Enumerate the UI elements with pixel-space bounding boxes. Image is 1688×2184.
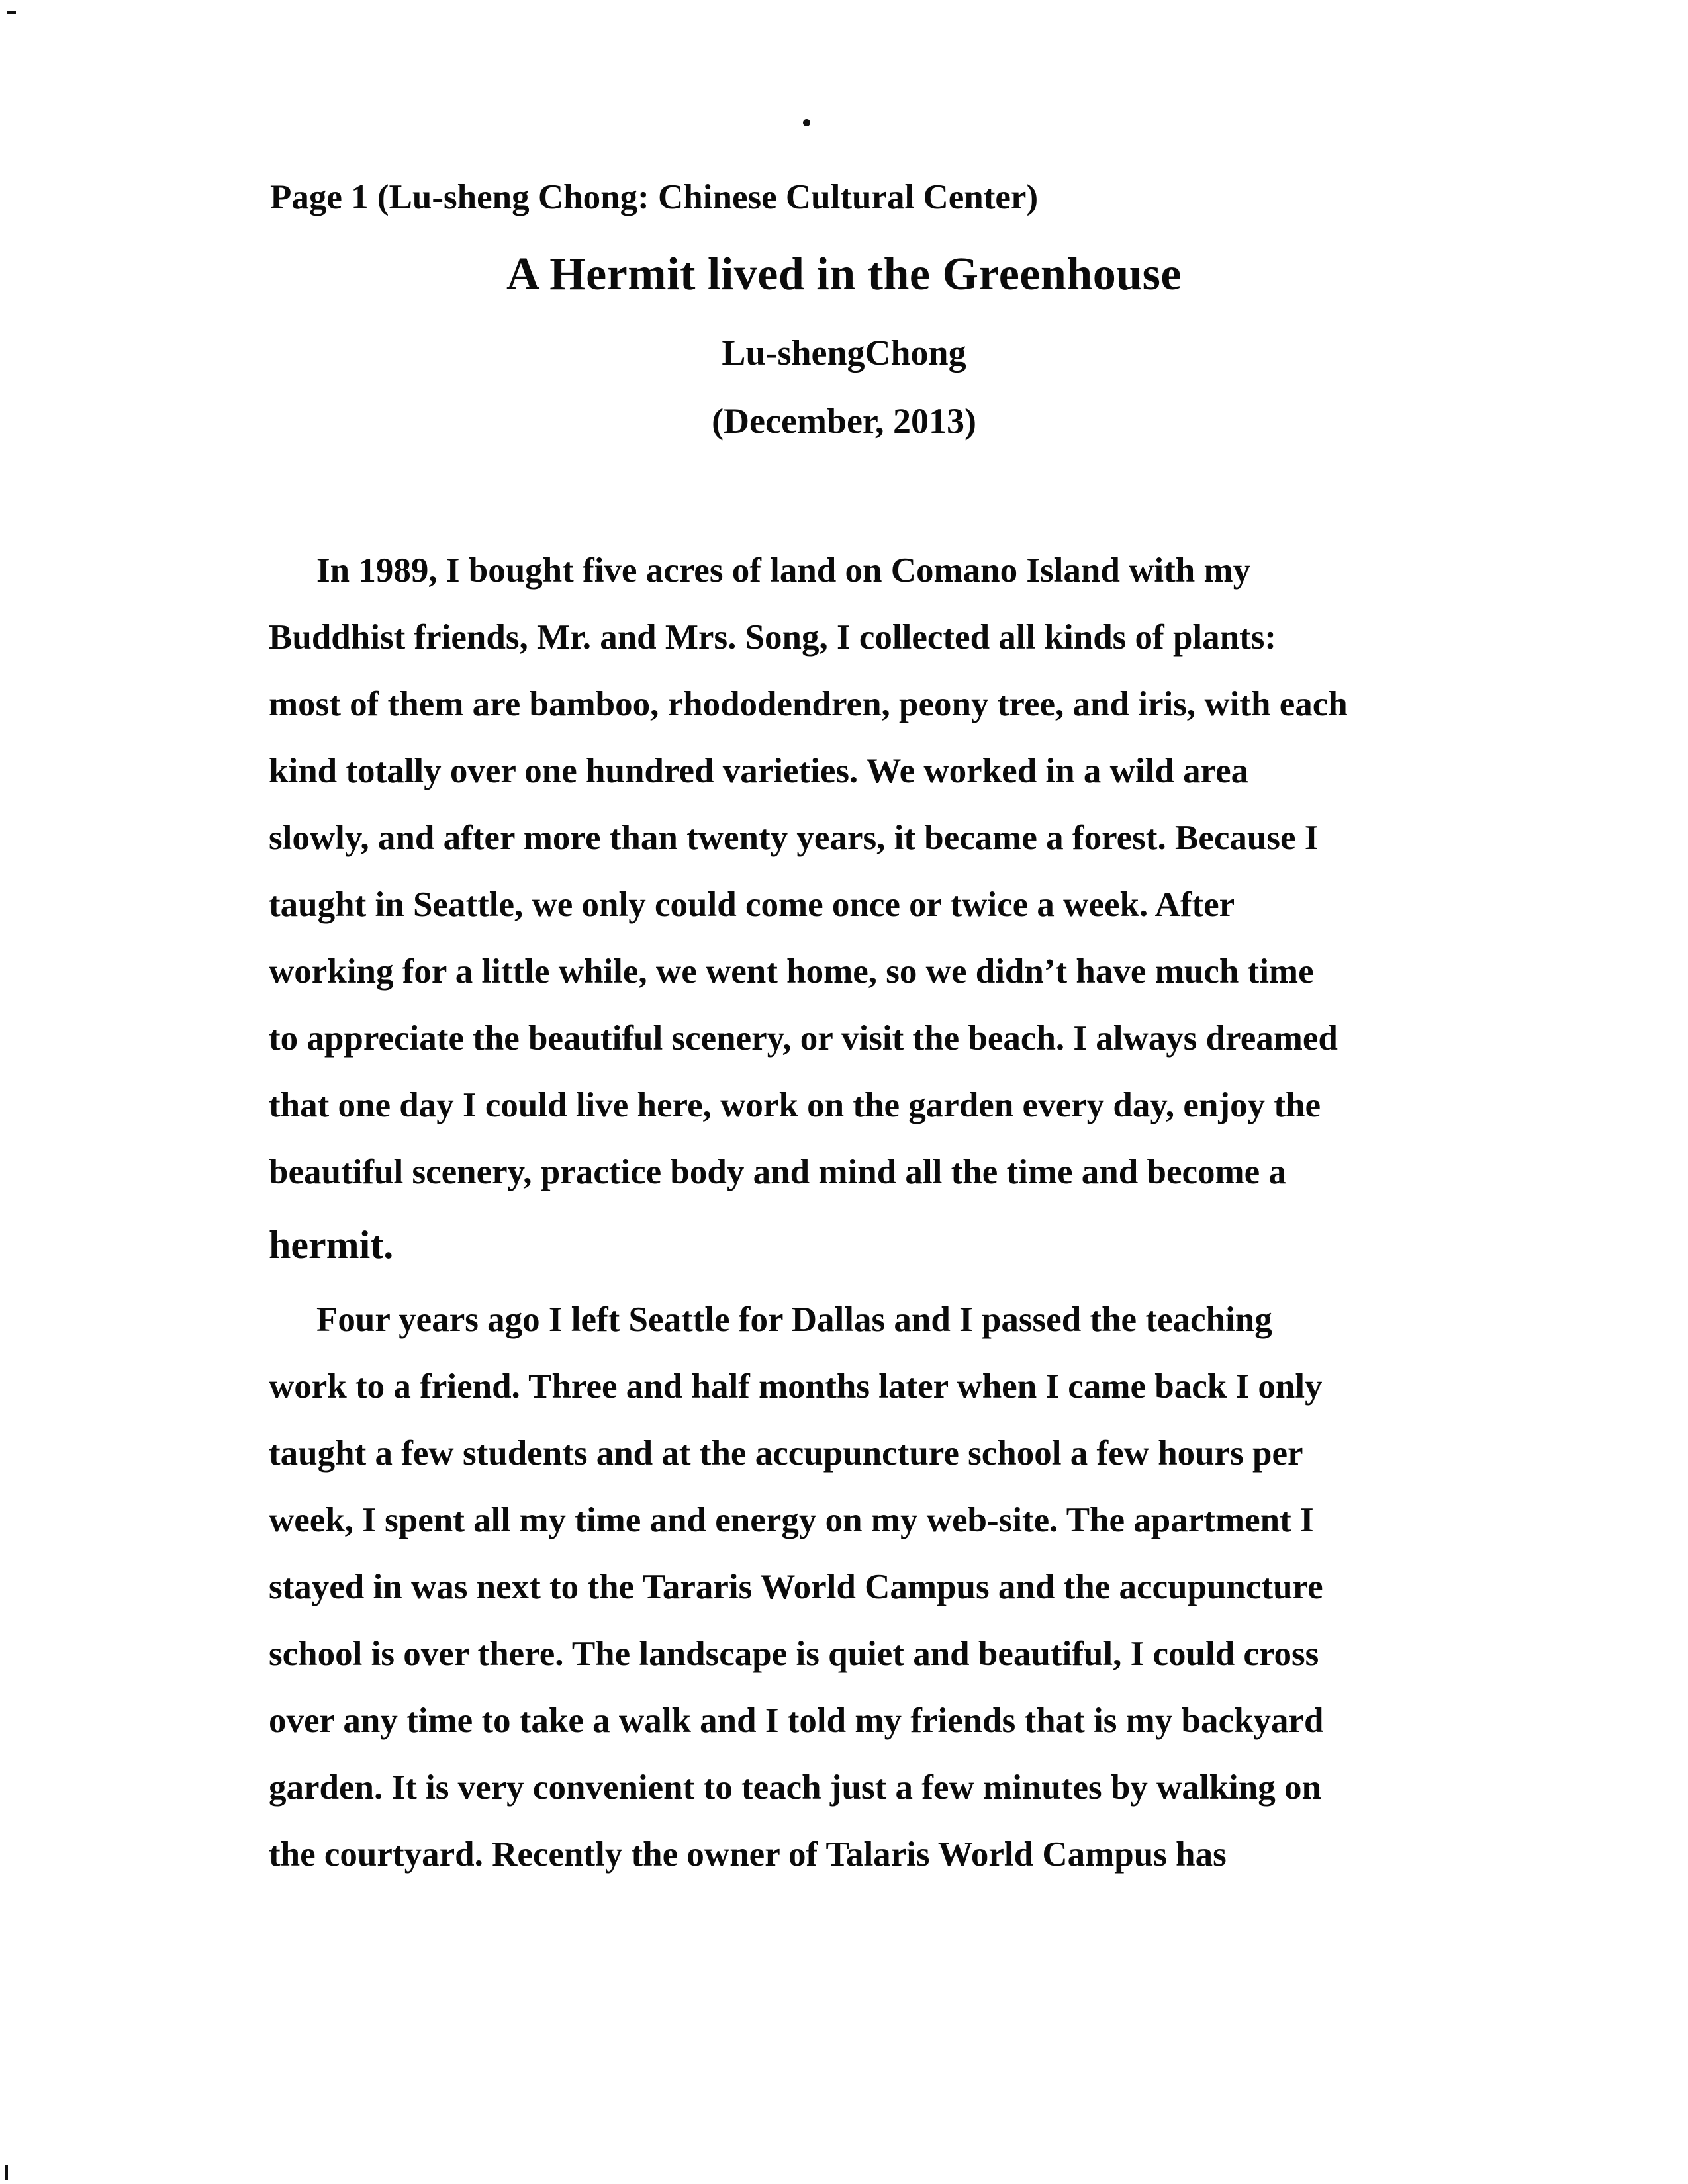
document-title: A Hermit lived in the Greenhouse: [506, 249, 1182, 300]
paragraph-line: taught in Seattle, we only could come once or twice a week. After: [269, 886, 1235, 924]
paragraph-line: that one day I could live here, work on the garden every day, enjoy the: [269, 1086, 1321, 1124]
paragraph-line: over any time to take a walk and I told my friends that is my backyard: [269, 1702, 1324, 1740]
paragraph-line: taught a few students and at the accupuncture school a few hours per: [269, 1434, 1303, 1473]
paragraph-line: slowly, and after more than twenty years, it became a forest. Because I: [269, 819, 1319, 857]
document-date: (December, 2013): [712, 401, 976, 441]
paragraph-line: Buddhist friends, Mr. and Mrs. Song, I collected all kinds of plants:: [269, 618, 1277, 657]
paragraph-line: stayed in was next to the Tararis World Campus and the accupuncture: [269, 1568, 1323, 1606]
paragraph-line: work to a friend. Three and half months later when I came back I only: [269, 1367, 1323, 1406]
scan-mark: [7, 11, 16, 14]
paragraph-line: beautiful scenery, practice body and mind all the time and become a: [269, 1153, 1286, 1191]
paragraph-line: most of them are bamboo, rhododendren, peony tree, and iris, with each: [269, 685, 1348, 723]
paragraph-line: school is over there. The landscape is quiet and beautiful, I could cross: [269, 1635, 1319, 1673]
paragraph-line: working for a little while, we went home, so we didn’t have much time: [269, 952, 1314, 991]
paragraph-line: hermit.: [269, 1223, 394, 1267]
paragraph-line: Four years ago I left Seattle for Dallas and I passed the teaching: [316, 1300, 1272, 1339]
body-text: [269, 537, 1474, 1888]
scan-dot: [803, 119, 810, 126]
paragraph-line: week, I spent all my time and energy on my web-site. The apartment I: [269, 1501, 1314, 1539]
paragraph-line: In 1989, I bought five acres of land on Comano Island with my: [316, 551, 1251, 590]
paragraph-line: garden. It is very convenient to teach just a few minutes by walking on: [269, 1768, 1321, 1807]
scan-mark: [5, 2165, 8, 2180]
paragraph-line: the courtyard. Recently the owner of Talaris World Campus has: [269, 1835, 1227, 1874]
page-header: Page 1 (Lu-sheng Chong: Chinese Cultural Center): [270, 178, 1039, 216]
author-name: Lu-shengChong: [722, 333, 966, 373]
paragraph-line: to appreciate the beautiful scenery, or visit the beach. I always dreamed: [269, 1019, 1338, 1058]
paragraph-line: kind totally over one hundred varieties. We worked in a wild area: [269, 752, 1249, 790]
